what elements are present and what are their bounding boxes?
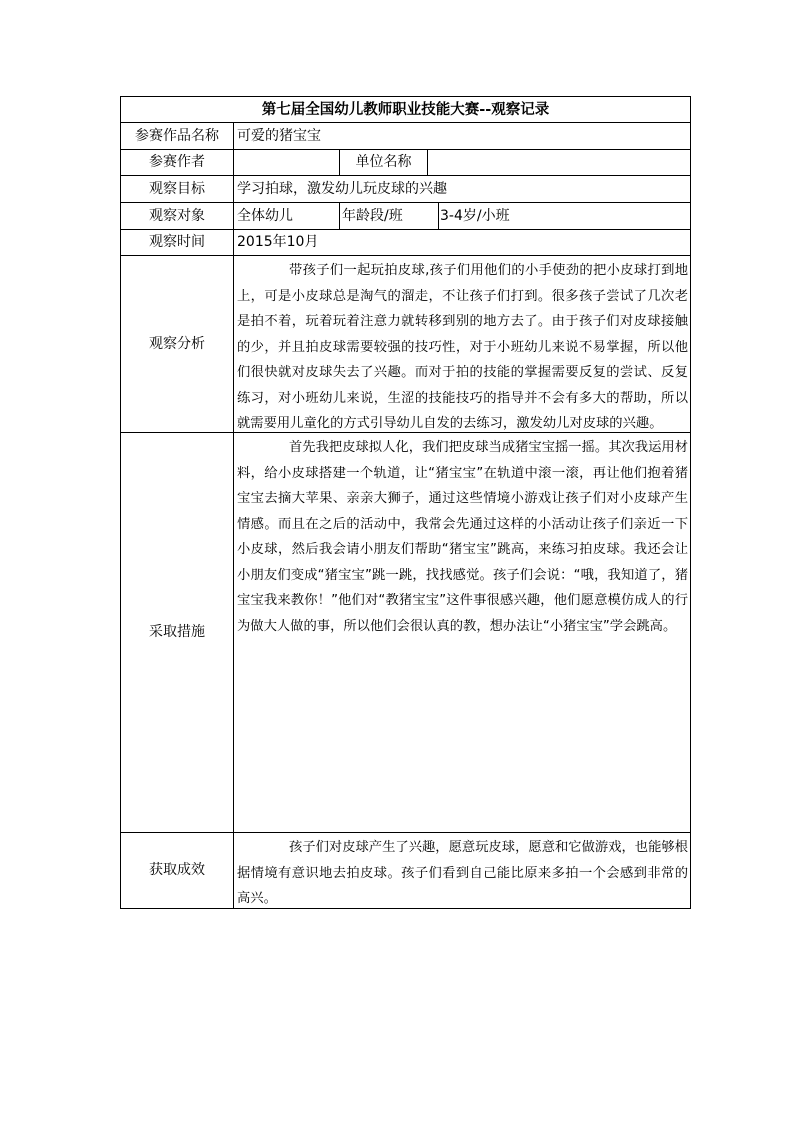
work-name-label: 参赛作品名称 xyxy=(135,128,219,144)
goal-value: 学习拍球，激发幼儿玩皮球的兴趣 xyxy=(237,181,447,197)
results-text: 孩子们对皮球产生了兴趣，愿意玩皮球，愿意和它做游戏，也能够根据情境有意识地去拍皮球。孩子们看到自己能比原来多拍一个会感到非常的高兴。 xyxy=(237,840,688,906)
page-title: 第七届全国幼儿教师职业技能大赛--观察记录 xyxy=(261,101,550,118)
unit-value xyxy=(428,150,690,175)
time-value: 2015年10月 xyxy=(237,234,319,250)
results-label: 获取成效 xyxy=(149,862,205,878)
analysis-label: 观察分析 xyxy=(149,336,205,352)
age-label: 年龄段/班 xyxy=(342,208,403,224)
object-label: 观察对象 xyxy=(149,208,205,224)
goal-label: 观察目标 xyxy=(149,181,205,197)
analysis-text: 带孩子们一起玩拍皮球,孩子们用他们的小手使劲的把小皮球打到地上，可是小皮球总是淘气的溜走，不让孩子们打到。很多孩子尝试了几次老是拍不着，玩着玩着注意力就转移到别的地方去了。由于孩子们对皮球接触的少，并且拍皮球需要较强的技巧性，对于小班幼儿来说不易掌握，所以他们很快就对皮球失去了兴趣。而对于拍的技能的掌握需要反复的尝试、反复练习，对小班幼儿来说，生涩的技能技巧的指导并不会有多大的帮助，所以就需要用儿童化的方式引导幼儿自发的去练习，激发幼儿对皮球的兴趣。 xyxy=(237,263,688,431)
author-label: 参赛作者 xyxy=(149,154,205,170)
observation-record-table xyxy=(120,96,691,909)
time-label: 观察时间 xyxy=(149,234,205,250)
age-value: 3-4岁/小班 xyxy=(440,208,510,224)
measures-label: 采取措施 xyxy=(149,624,205,640)
measures-text: 首先我把皮球拟人化，我们把皮球当成猪宝宝摇一摇。其次我运用材料，给小皮球搭建一个轨道，让“猪宝宝”在轨道中滚一滚，再让他们抱着猪宝宝去摘大苹果、亲亲大狮子，通过这些情境小游戏让孩子们对小皮球产生情感。而且在之后的活动中，我常会先通过这样的小活动让孩子们亲近一下小皮球，然后我会请小朋友们帮助“猪宝宝”跳高，来练习拍皮球。我还会让小朋友们变成“猪宝宝”跳一跳，找找感觉。孩子们会说：“哦，我知道了，猪宝宝我来教你！”他们对“教猪宝宝”这件事很感兴趣，他们愿意模仿成人的行为做大人做的事，所以他们会很认真的教，想办法让“小猪宝宝”学会跳高。 xyxy=(237,440,688,634)
unit-label: 单位名称 xyxy=(355,154,412,170)
author-value xyxy=(234,150,339,175)
work-name-value: 可爱的猪宝宝 xyxy=(237,128,321,144)
object-value: 全体幼儿 xyxy=(237,208,293,224)
